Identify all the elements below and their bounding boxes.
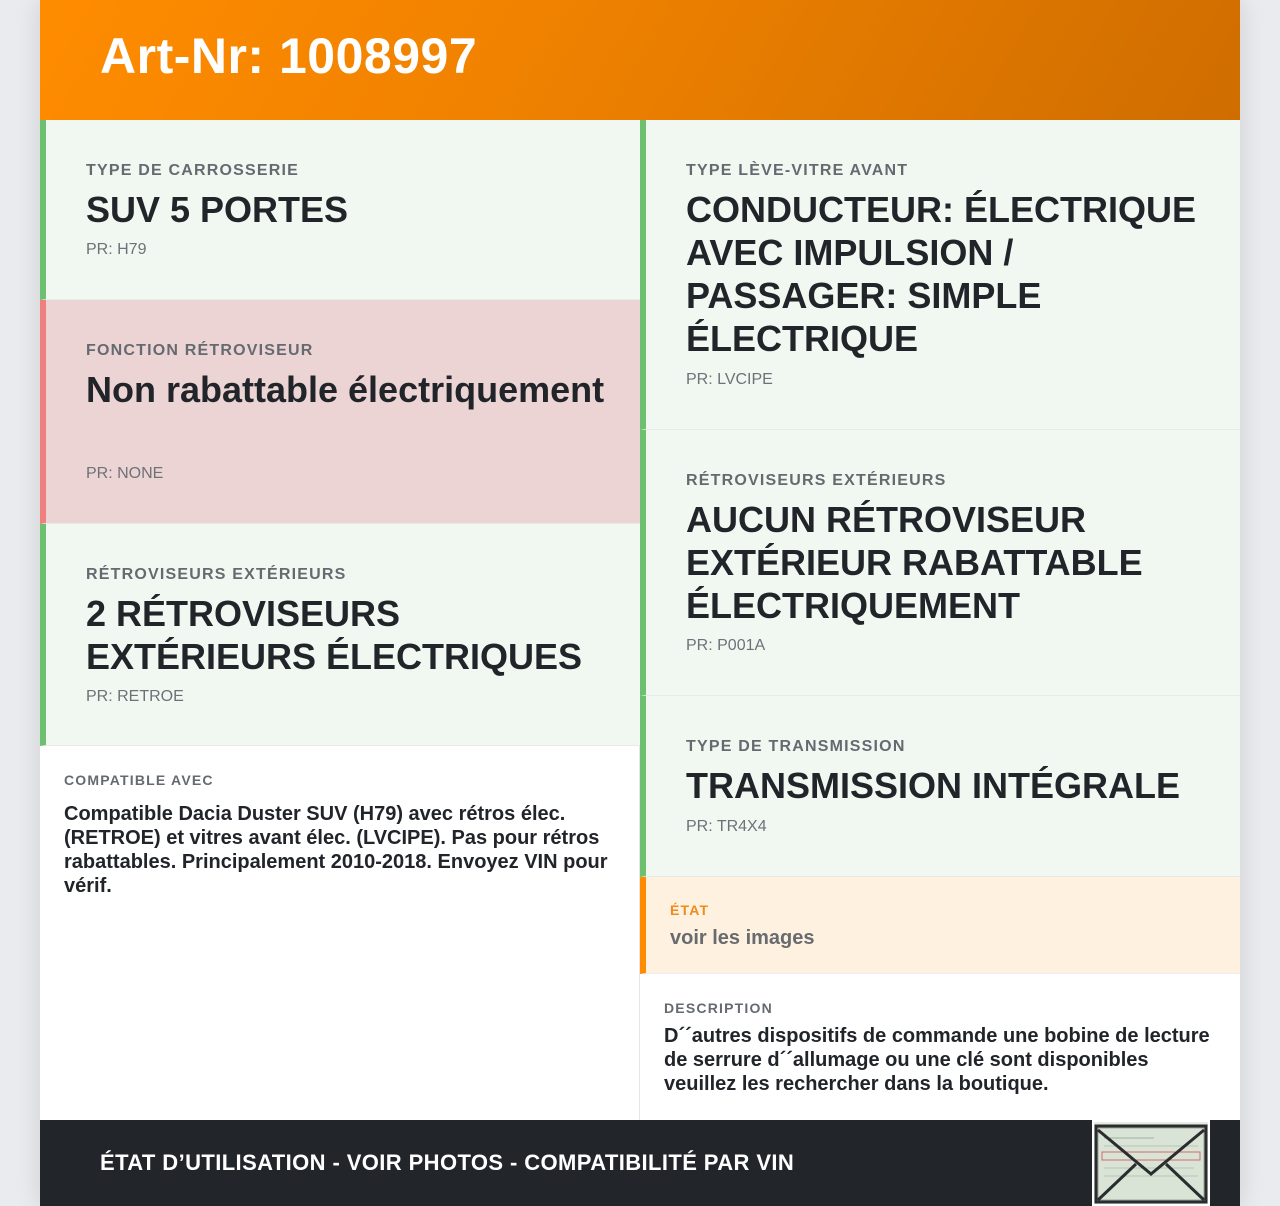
spec-pr-code: PR: LVCIPE bbox=[686, 371, 773, 388]
spec-label: TYPE DE TRANSMISSION bbox=[686, 738, 906, 755]
spec-pr-code: PR: P001A bbox=[686, 637, 766, 654]
description-text: D´´autres dispositifs de commande une bobine de lecture de serrure d´´allumage ou une clé sont disponibles veuillez les rechercher dans la boutique. bbox=[664, 1025, 1210, 1095]
article-number-title: Art-Nr: 1008997 bbox=[100, 28, 478, 84]
condition-text: voir les images bbox=[670, 927, 815, 949]
spec-card-mirror-function bbox=[40, 300, 640, 524]
spec-pr-code: PR: RETROE bbox=[86, 688, 184, 705]
condition-section bbox=[640, 877, 1240, 974]
spec-label: TYPE DE CARROSSERIE bbox=[86, 162, 300, 179]
spec-value: TRANSMISSION INTÉGRALE bbox=[686, 765, 1181, 806]
footer-bar bbox=[40, 1120, 1240, 1206]
product-sheet bbox=[40, 0, 1240, 1206]
spec-label: RÉTROVISEURS EXTÉRIEURS bbox=[686, 472, 947, 489]
condition-label: ÉTAT bbox=[670, 902, 710, 918]
spec-value: AUCUN RÉTROVISEUR EXTÉRIEUR RABATTABLE ÉLECTRIQUEMENT bbox=[686, 499, 1143, 626]
header-banner bbox=[40, 0, 1240, 120]
spec-card-window-lifter bbox=[640, 120, 1240, 430]
spec-label: RÉTROVISEURS EXTÉRIEURS bbox=[86, 566, 347, 583]
spec-card-exterior-mirrors-folding bbox=[640, 430, 1240, 696]
spec-card-exterior-mirrors bbox=[40, 524, 640, 746]
compatibility-label: COMPATIBLE AVEC bbox=[64, 772, 214, 788]
compatibility-text: Compatible Dacia Duster SUV (H79) avec rétros élec. (RETROE) et vitres avant élec. (LVCIPE). Pas pour rétros rabattables. Principalement 2010-2018. Envoyez VIN pour vérif. bbox=[64, 803, 608, 897]
spec-card-transmission bbox=[640, 696, 1240, 877]
description-label: DESCRIPTION bbox=[664, 1000, 773, 1016]
spec-value: 2 RÉTROVISEURS EXTÉRIEURS ÉLECTRIQUES bbox=[86, 593, 583, 677]
envelope-thumbnail-graphic bbox=[1094, 1122, 1208, 1204]
document-envelope-icon[interactable] bbox=[1092, 1120, 1210, 1206]
spec-label: FONCTION RÉTROVISEUR bbox=[86, 342, 314, 359]
spec-label: TYPE LÈVE-VITRE AVANT bbox=[686, 162, 909, 179]
spec-pr-code: PR: H79 bbox=[86, 241, 147, 258]
description-section bbox=[640, 974, 1240, 1120]
spec-value: SUV 5 PORTES bbox=[86, 189, 349, 230]
compatibility-section bbox=[40, 746, 640, 1120]
spec-value: Non rabattable électriquement bbox=[86, 369, 605, 410]
spec-card-body-type bbox=[40, 120, 640, 300]
spec-pr-code: PR: TR4X4 bbox=[686, 818, 767, 835]
footer-text: ÉTAT D’UTILISATION - VOIR PHOTOS - COMPATIBILITÉ PAR VIN bbox=[100, 1150, 795, 1175]
spec-value: CONDUCTEUR: ÉLECTRIQUE AVEC IMPULSION / PASSAGER: SIMPLE ÉLECTRIQUE bbox=[686, 189, 1196, 359]
spec-pr-code: PR: NONE bbox=[86, 465, 164, 482]
